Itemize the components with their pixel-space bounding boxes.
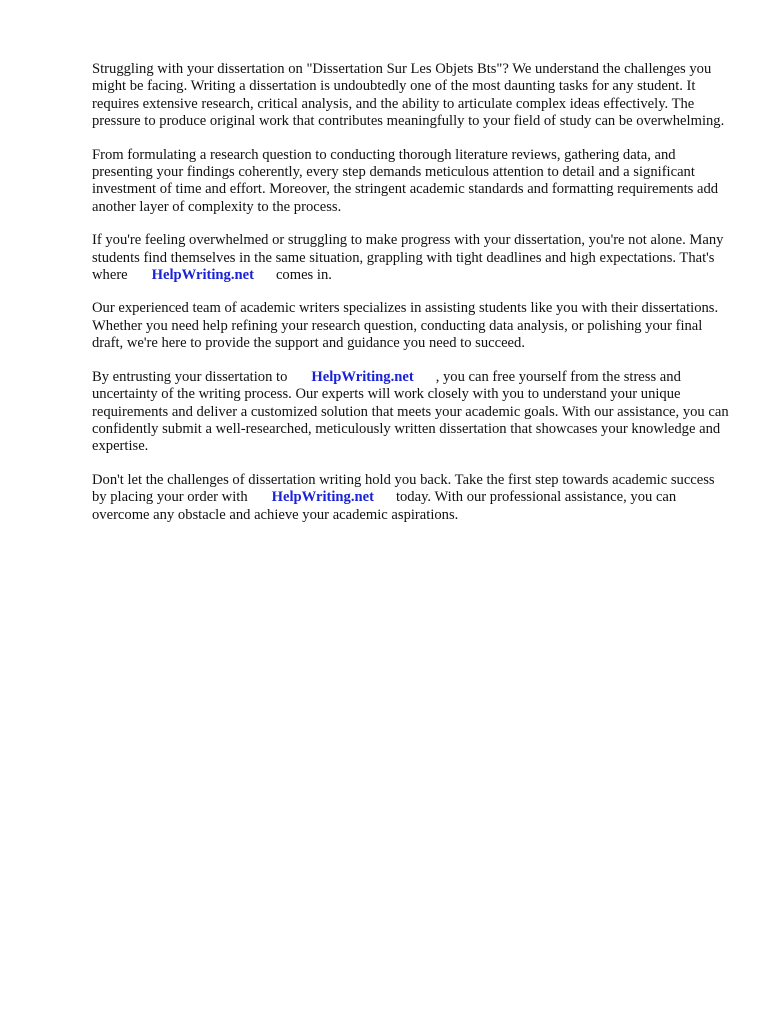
paragraph-text: By entrusting your dissertation to: [92, 368, 288, 385]
helpwriting-link[interactable]: HelpWriting.net: [311, 368, 414, 385]
paragraph-text: today. With our professional assistance, you can overcome any obstacle and achieve your academic aspirations.: [92, 489, 677, 523]
paragraph-entrusting: [92, 369, 732, 456]
paragraph-process: From formulating a research question to conducting thorough literature reviews, gathering data, and presenting your findings coherently, every step demands meticulous attention to detail and a significant investment of time and effort. Moreover, the stringent academic standards and formatting requirements add another layer of complexity to the process.: [92, 146, 719, 215]
helpwriting-link[interactable]: HelpWriting.net: [271, 489, 374, 506]
paragraph-intro: Struggling with your dissertation on "Dissertation Sur Les Objets Bts"? We understand the challenges you might be facing. Writing a dissertation is undoubtedly one of the most daunting tasks for any student. It requires extensive research, critical analysis, and the ability to articulate complex ideas effectively. The pressure to produce original work that contributes meaningfully to your field of study can be overwhelming.: [92, 61, 725, 130]
paragraph-team: Our experienced team of academic writers specializes in assisting students like you with their dissertations. Whether you need help refining your research question, conducting data analysis, or polishing your final draft, we're here to provide the support and guidance you need to succeed.: [92, 300, 719, 352]
paragraph-text: comes in.: [275, 267, 332, 284]
document-body: [92, 61, 732, 540]
paragraph-text: If you're feeling overwhelmed or struggling to make progress with your dissertation, you're not alone. Many students find themselves in the same situation, grappling with tight deadlines and high expectations. That's where: [92, 232, 724, 284]
helpwriting-link[interactable]: HelpWriting.net: [151, 267, 254, 284]
paragraph-text: Don't let the challenges of dissertation writing hold you back. Take the first step towards academic success by placing your order with: [92, 471, 715, 506]
paragraph-text: , you can free yourself from the stress and uncertainty of the writing process. Our experts will work closely with you to understand your unique requirements and deliver a customized solution that meets your academic goals. With our assistance, you can confidently submit a well-researched, meticulously written dissertation that showcases your knowledge and expertise.: [92, 368, 729, 455]
paragraph-cta: [92, 472, 732, 524]
paragraph-overwhelmed: [92, 232, 732, 284]
